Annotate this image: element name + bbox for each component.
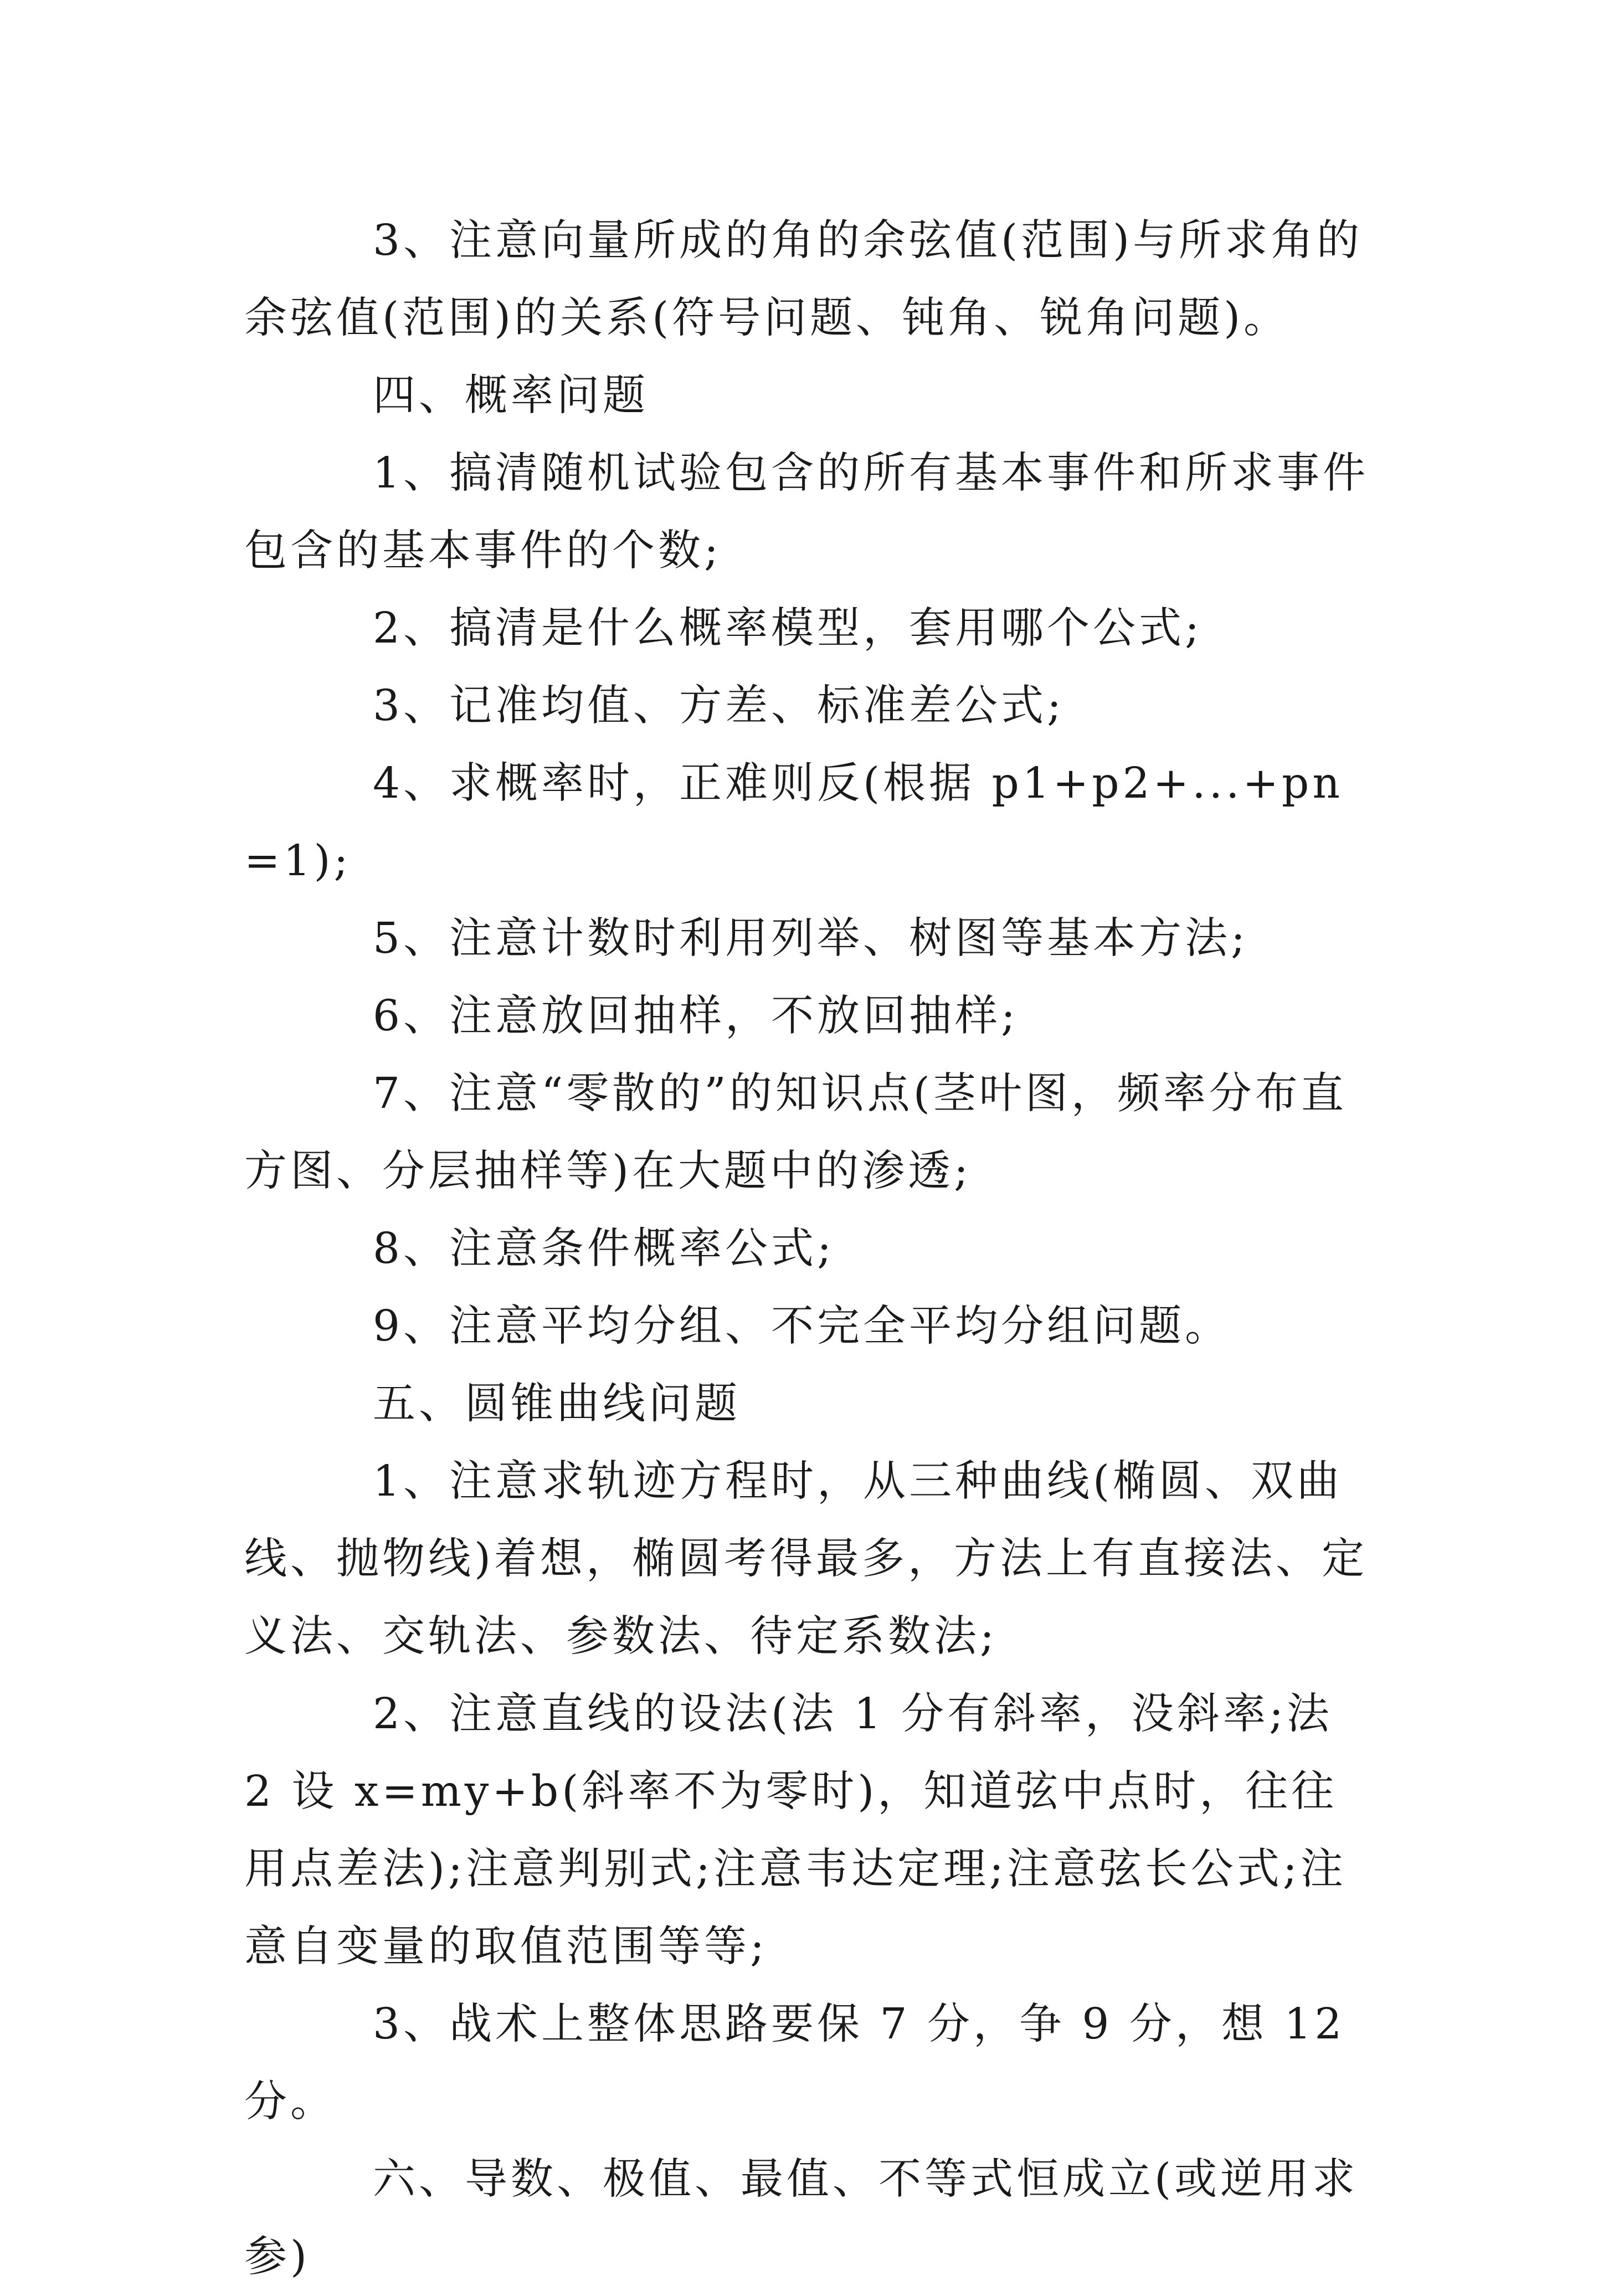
paragraph-probability-5: 5、注意计数时利用列举、树图等基本方法; — [373, 914, 1249, 963]
paragraph-probability-9: 9、注意平均分组、不完全平均分组问题。 — [373, 1302, 1231, 1351]
heading-probability: 四、概率问题 — [373, 371, 649, 420]
paragraph-probability-7: 7、注意“零散的”的知识点(茎叶图，频率分布直方图、分层抽样等)在大题中的渗透; — [244, 1069, 1347, 1196]
paragraph-probability-3: 3、记准均值、方差、标准差公式; — [373, 681, 1065, 731]
paragraph-probability-2: 2、搞清是什么概率模型，套用哪个公式; — [373, 604, 1203, 653]
heading-conic-sections: 五、圆锥曲线问题 — [373, 1379, 741, 1429]
paragraph-conic-1: 1、注意求轨迹方程时，从三种曲线(椭圆、双曲线、抛物线)着想，椭圆考得最多，方法上有直接法、定义法、交轨法、参数法、待定系数法; — [244, 1457, 1368, 1661]
paragraph-probability-1: 1、搞清随机试验包含的所有基本事件和所求事件包含的基本事件的个数; — [244, 449, 1369, 576]
paragraph-conic-2: 2、注意直线的设法(法 1 分有斜率，没斜率;法 2 设 x=my+b(斜率不为零时)，知道弦中点时，往往用点差法);注意判别式;注意韦达定理;注意弦长公式;注意自变量的取值范围等等; — [244, 1689, 1347, 1971]
paragraph-probability-6: 6、注意放回抽样，不放回抽样; — [373, 992, 1019, 1041]
document-body — [244, 202, 1374, 2296]
heading-derivatives: 六、导数、极值、最值、不等式恒成立(或逆用求参) — [244, 2155, 1359, 2282]
paragraph-conic-3: 3、战术上整体思路要保 7 分，争 9 分，想 12 分。 — [244, 2000, 1345, 2127]
paragraph-vector-angle-note: 3、注意向量所成的角的余弦值(范围)与所求角的余弦值(范围)的关系(符号问题、钝角、锐角问题)。 — [244, 216, 1363, 343]
paragraph-probability-8: 8、注意条件概率公式; — [373, 1224, 835, 1273]
paragraph-probability-4: 4、求概率时，正难则反(根据 p1+p2+...+pn=1); — [244, 759, 1343, 886]
